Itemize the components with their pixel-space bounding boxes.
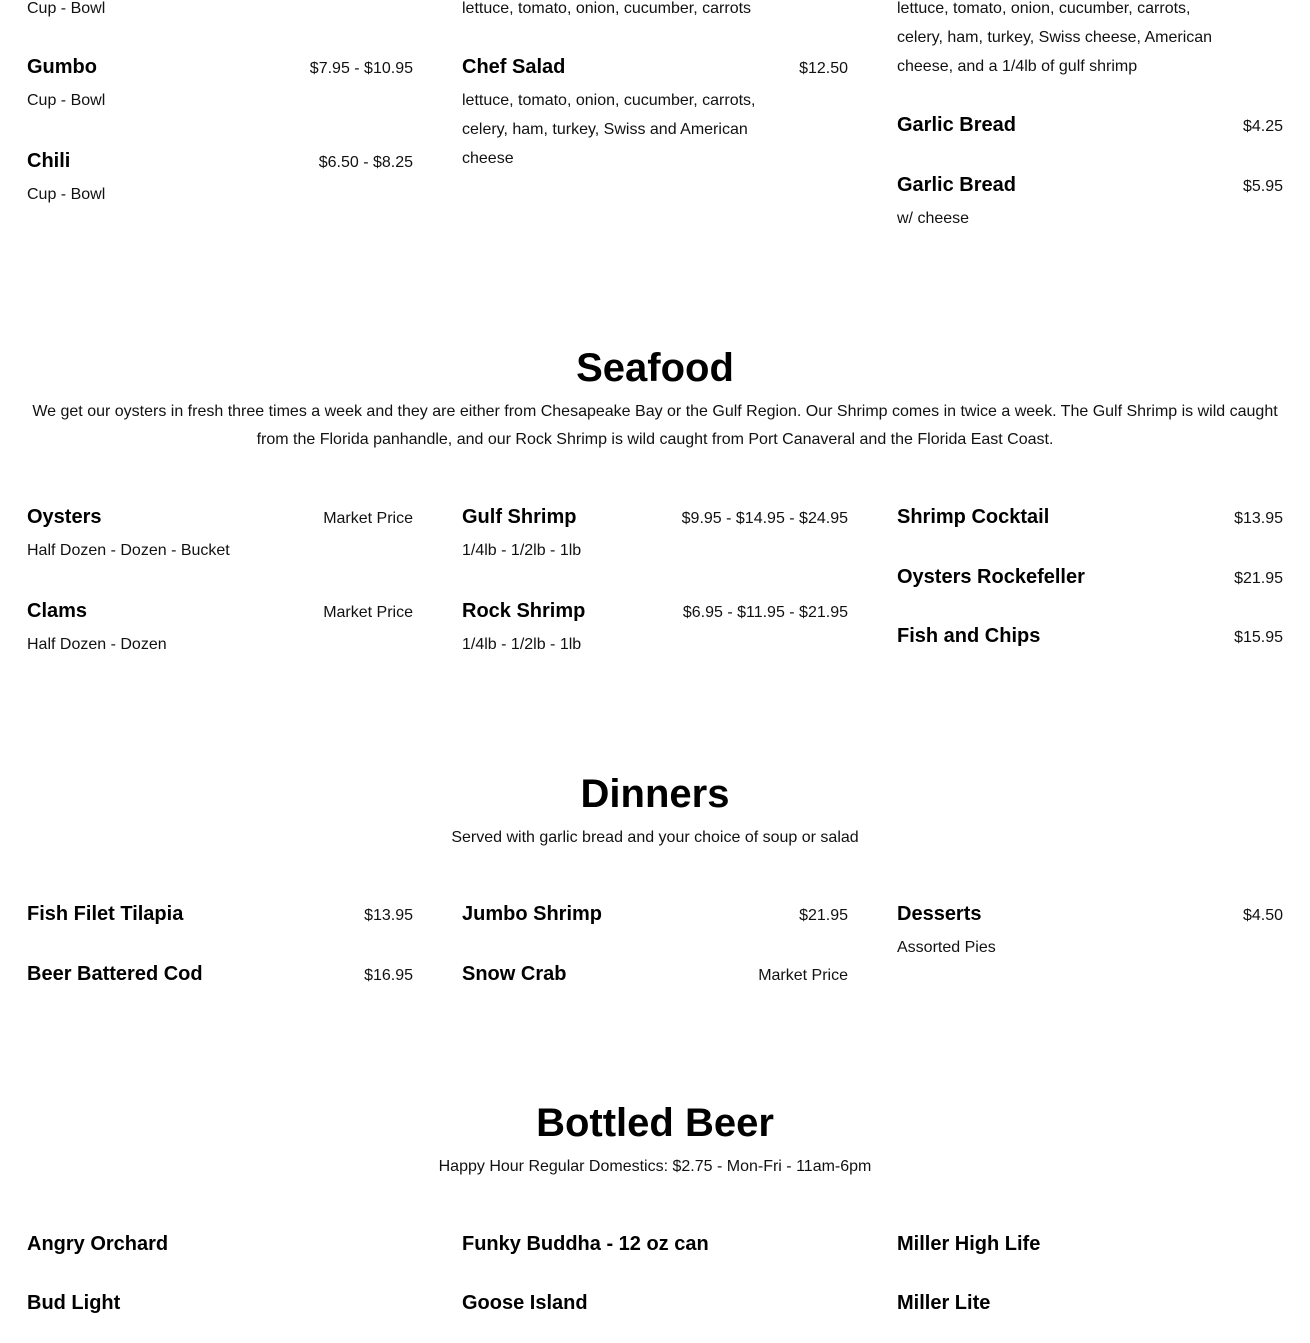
menu-item-oysters-rockefeller xyxy=(897,565,1283,591)
menu-item-funky-buddha xyxy=(462,1232,848,1256)
item-price: $9.95 - $14.95 - $24.95 xyxy=(681,510,848,527)
menu-item-angry-orchard xyxy=(27,1232,413,1256)
section-description-seafood: We get our oysters in fresh three times a week and they are either from Chesapeake Bay or the Gulf Region. Our Shrimp comes in twice a week. The Gulf Shrimp is wild caught from the Florida panhandle, and our Rock Shrimp is wild caught from Port Canaveral and the Florida East Coast. xyxy=(32,403,1278,448)
menu-item-gulf-shrimp xyxy=(462,505,848,565)
item-name: Desserts xyxy=(897,903,982,925)
item-price: Market Price xyxy=(323,604,413,621)
menu-item-snow-crab xyxy=(462,962,848,988)
menu-item-jumbo-shrimp xyxy=(462,902,848,928)
item-description: Half Dozen - Dozen xyxy=(27,636,167,653)
item-name: Garlic Bread xyxy=(897,174,1016,196)
menu-item-chef-salad xyxy=(462,55,848,173)
menu-item-rock-shrimp xyxy=(462,599,848,659)
item-name: Beer Battered Cod xyxy=(27,963,203,985)
item-name: Clams xyxy=(27,600,88,622)
item-name: Chef Salad xyxy=(462,56,566,78)
menu-item-beer-battered-cod xyxy=(27,962,413,988)
item-price: $4.50 xyxy=(1242,907,1283,924)
item-name: Shrimp Cocktail xyxy=(897,506,1050,528)
item-name: Oysters xyxy=(27,506,102,528)
item-price: $21.95 xyxy=(799,907,848,924)
item-description: Assorted Pies xyxy=(897,939,996,956)
menu-item-garlic-bread xyxy=(897,113,1283,139)
item-description: lettuce, tomato, onion, cucumber, carrots xyxy=(462,0,752,17)
menu-item-gumbo xyxy=(27,55,413,115)
item-description: Half Dozen - Dozen - Bucket xyxy=(27,542,230,559)
menu-item-shrimp-cocktail xyxy=(897,505,1283,531)
item-description: w/ cheese xyxy=(897,210,970,227)
menu-item-chili xyxy=(27,149,413,209)
item-description: Cup - Bowl xyxy=(27,0,106,17)
menu-item-desserts xyxy=(897,902,1283,962)
item-price: $7.95 - $10.95 xyxy=(309,60,413,77)
menu-item-clams xyxy=(27,599,413,659)
item-name: Miller Lite xyxy=(897,1292,991,1314)
menu-item-fish-and-chips xyxy=(897,624,1283,650)
item-name: Garlic Bread xyxy=(897,114,1016,136)
item-price: Market Price xyxy=(758,967,848,984)
menu-item-miller-high-life xyxy=(897,1232,1283,1256)
menu-item-oysters xyxy=(27,505,413,565)
menu-item-goose-island xyxy=(462,1291,848,1315)
item-name: Gulf Shrimp xyxy=(462,506,577,528)
item-name: Fish and Chips xyxy=(897,625,1041,647)
item-price: $12.50 xyxy=(799,60,848,77)
item-description: 1/4lb - 1/2lb - 1lb xyxy=(462,542,582,559)
item-description: Cup - Bowl xyxy=(27,186,106,203)
item-description: Cup - Bowl xyxy=(27,92,106,109)
menu-item-bud-light xyxy=(27,1291,413,1315)
item-price: $16.95 xyxy=(364,967,413,984)
menu-item-miller-lite xyxy=(897,1291,1283,1315)
item-price: $13.95 xyxy=(364,907,413,924)
item-description: 1/4lb - 1/2lb - 1lb xyxy=(462,636,582,653)
item-price: $6.50 - $8.25 xyxy=(318,154,413,171)
section-title-dinners: Dinners xyxy=(580,772,730,816)
item-description: lettuce, tomato, onion, cucumber, carrots, celery, ham, turkey, Swiss and American cheese xyxy=(462,92,756,167)
item-name: Miller High Life xyxy=(897,1233,1041,1255)
item-name: Jumbo Shrimp xyxy=(462,903,603,925)
item-name: Funky Buddha - 12 oz can xyxy=(462,1233,709,1255)
item-price: $5.95 xyxy=(1242,178,1283,195)
item-price: $15.95 xyxy=(1234,629,1283,646)
section-title-seafood: Seafood xyxy=(576,346,734,390)
item-name: Goose Island xyxy=(462,1292,588,1314)
menu-item-fish-filet-tilapia xyxy=(27,902,413,928)
section-description-bottled-beer: Happy Hour Regular Domestics: $2.75 - Mon-Fri - 11am-6pm xyxy=(438,1158,872,1175)
section-title-bottled-beer: Bottled Beer xyxy=(536,1101,774,1145)
item-name: Rock Shrimp xyxy=(462,600,586,622)
item-name: Oysters Rockefeller xyxy=(897,566,1085,588)
section-description-dinners: Served with garlic bread and your choice of soup or salad xyxy=(451,829,859,846)
item-price: $4.25 xyxy=(1242,118,1283,135)
item-name: Angry Orchard xyxy=(27,1233,169,1255)
item-description: lettuce, tomato, onion, cucumber, carrots, celery, ham, turkey, Swiss cheese, American cheese, and a 1/4lb of gulf shrimp xyxy=(897,0,1213,75)
item-name: Fish Filet Tilapia xyxy=(27,903,184,925)
item-name: Snow Crab xyxy=(462,963,567,985)
menu-item-garlic-bread-cheese xyxy=(897,173,1283,233)
item-name: Chili xyxy=(27,150,71,172)
item-name: Gumbo xyxy=(27,56,97,78)
item-price: $6.95 - $11.95 - $21.95 xyxy=(682,604,848,621)
item-price: Market Price xyxy=(323,510,413,527)
item-price: $13.95 xyxy=(1234,510,1283,527)
item-price: $21.95 xyxy=(1234,570,1283,587)
item-name: Bud Light xyxy=(27,1292,121,1314)
